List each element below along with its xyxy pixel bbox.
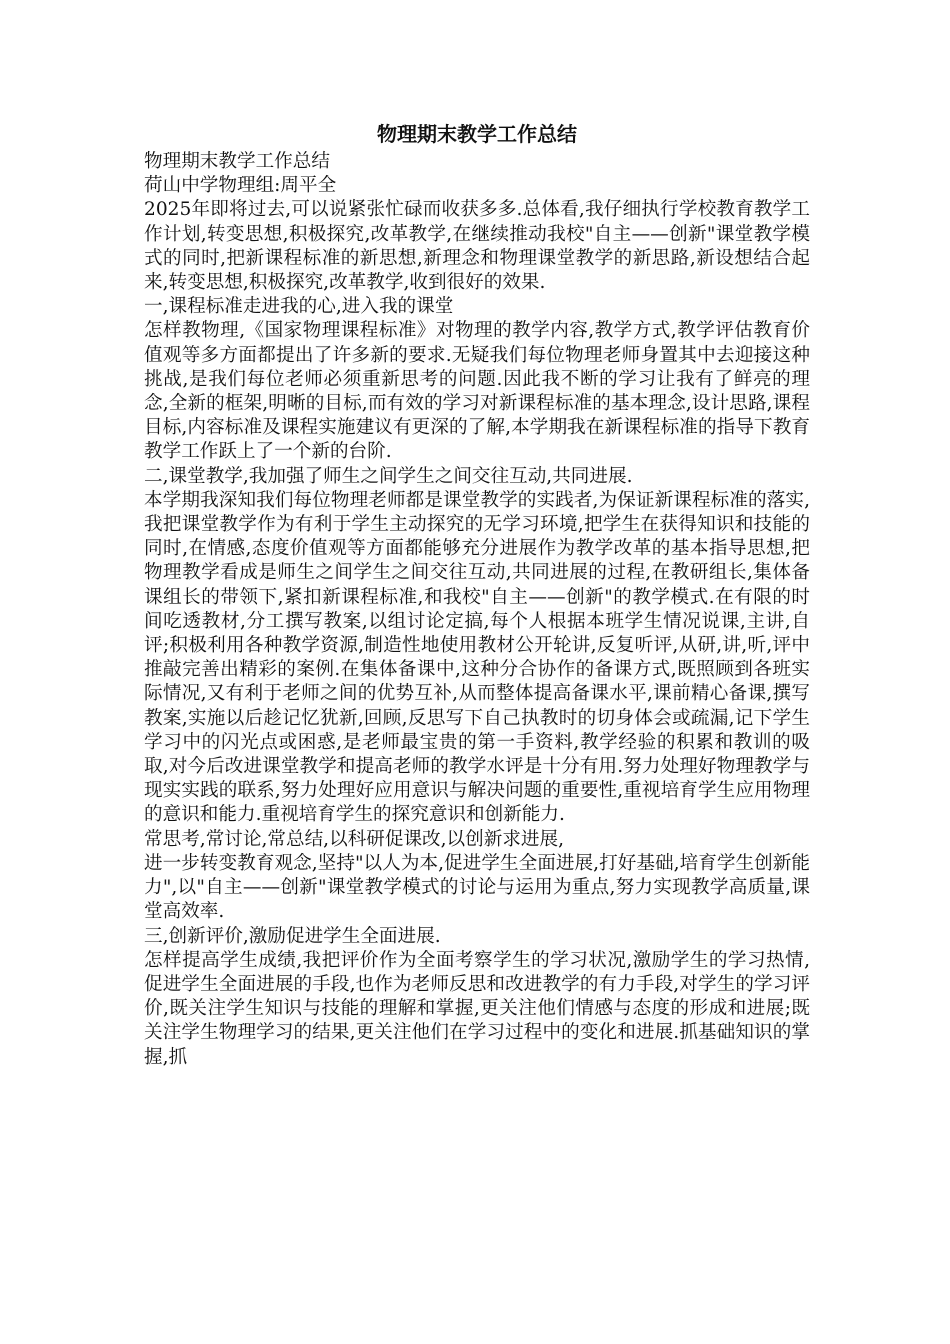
paragraph-heading-repeat: 物理期末教学工作总结 — [144, 151, 330, 172]
document-title: 物理期末教学工作总结 — [377, 122, 577, 146]
paragraph-section-3: 怎样提高学生成绩,我把评价作为全面考察学生的学习状况,激励学生的学习热情,促进学生全面进展的手段,也作为老师反思和改进教学的有力手段,对学生的学习评价,既关注学生知识与技能的理解和掌握,更关注他们情感与态度的形成和进展;既关注学生物理学习的结果,更关注他们在学习过程中的变化和进展.抓基础知识的掌握,抓 — [144, 949, 810, 1068]
paragraph-section-1: 怎样教物理,《国家物理课程标准》对物理的教学内容,教学方式,教学评估教育价值观等多方面都提出了许多新的要求.无疑我们每位物理老师身置其中去迎接这种挑战,是我们每位老师必须重新思考的问题.因此我不断的学习让我有了鲜亮的理念,全新的框架,明晰的目标,而有效的学习对新课程标准的基本理念,设计思路,课程目标,内容标准及课程实施建议有更深的了解,本学期我在新课程标准的指导下教育教学工作跃上了一个新的台阶. — [144, 320, 810, 463]
paragraph-author: 荷山中学物理组:周平全 — [144, 175, 337, 197]
section-heading-2: 二,课堂教学,我加强了师生之间学生之间交往互动,共同进展. — [144, 465, 633, 487]
paragraph-section-2: 本学期我深知我们每位物理老师都是课堂教学的实践者,为保证新课程标准的落实,我把课堂教学作为有利于学生主动探究的无学习环境,把学生在获得知识和技能的同时,在情感,态度价值观等方面都能够充分进展作为教学改革的基本指导思想,把物理教学看成是师生之间学生之间交往互动,共同进展的过程,在教研组长,集体备课组长的带领下,紧扣新课程标准,和我校"自主——创新"的教学模式.在有限的时间吃透教材,分工撰写教案,以组讨论定搞,每个人根据本班学生情况说课,主讲,自评;积极利用各种教学资源,制造性地使用教材公开轮讲,反复听评,从研,讲,听,评中推敲完善出精彩的案例.在集体备课中,这种分合协作的备课方式,既照顾到各班实际情况,又有利于老师之间的优势互补,从而整体提高备课水平,课前精心备课,撰写教案,实施以后趁记忆犹新,回顾,反思写下自己执教时的切身体会或疏漏,记下学生学习中的闪光点或困惑,是老师最宝贵的第一手资料,教学经验的积累和教训的吸取,对今后改进课堂教学和提高老师的教学水评是十分有用.努力处理好物理教学与现实实践的联系,努力处理好应用意识与解决问题的重要性,重视培育学生应用物理的意识和能力.重视培育学生的探究意识和创新能力. — [144, 489, 810, 826]
paragraph-research: 常思考,常讨论,常总结,以科研促课改,以创新求进展, — [144, 828, 565, 850]
paragraph-concept: 进一步转变教育观念,坚持"以人为本,促进学生全面进展,打好基础,培育学生创新能力",以"自主——创新"课堂教学模式的讨论与运用为重点,努力实现教学高质量,课堂高效率. — [144, 852, 810, 923]
section-heading-1: 一,课程标准走进我的心,进入我的课堂 — [144, 296, 454, 318]
section-heading-3: 三,创新评价,激励促进学生全面进展. — [144, 925, 441, 947]
document-body — [144, 150, 810, 1070]
paragraph-intro: 2025年即将过去,可以说紧张忙碌而收获多多.总体看,我仔细执行学校教育教学工作计划,转变思想,积极探究,改革教学,在继续推动我校"自主——创新"课堂教学模式的同时,把新课程标准的新思想,新理念和物理课堂教学的新思路,新设想结合起来,转变思想,积极探究,改革教学,收到很好的效果. — [144, 199, 810, 294]
